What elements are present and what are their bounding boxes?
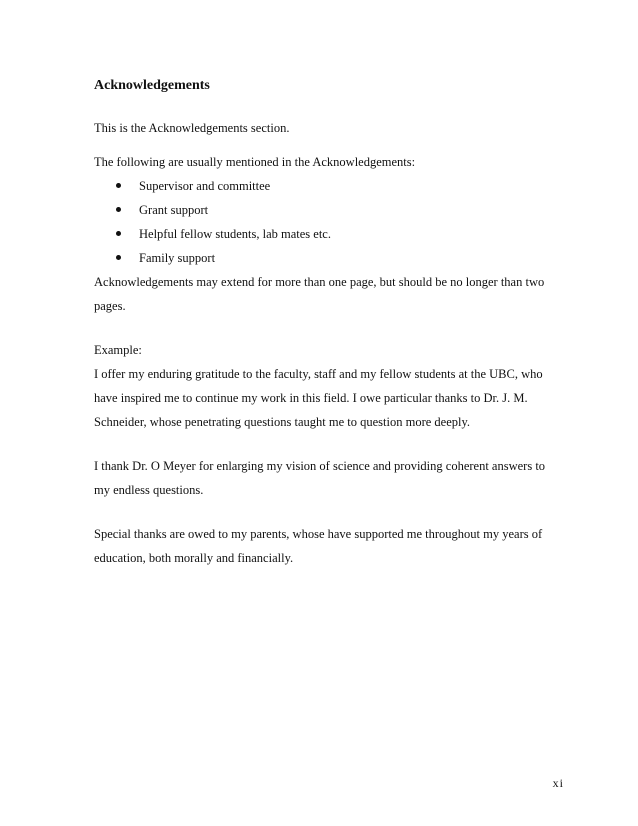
page-content [94, 76, 564, 570]
example-paragraph-1-line-2: have inspired me to continue my work in this field. I owe particular thanks to Dr. J. M. [94, 391, 528, 405]
list-item [94, 222, 564, 246]
intro-paragraph: This is the Acknowledgements section. [94, 121, 290, 135]
example-paragraph-3-line-2: education, both morally and financially. [94, 551, 294, 565]
example-paragraph-3-line-1: Special thanks are owed to my parents, whose have supported me throughout my years of [94, 527, 543, 541]
example-paragraph-2-line-2: my endless questions. [94, 483, 204, 497]
list-item-text: Supervisor and committee [139, 179, 271, 193]
list-item-text: Family support [139, 251, 216, 265]
page-number: xi [552, 776, 564, 790]
example-paragraph-2-line-1: I thank Dr. O Meyer for enlarging my vision of science and providing coherent answers to [94, 459, 546, 473]
example-label: Example: [94, 343, 142, 357]
bullet-icon [116, 207, 121, 212]
length-note-line-1: Acknowledgements may extend for more than one page, but should be no longer than two [94, 275, 545, 289]
bullet-icon [116, 231, 121, 236]
list-item-text: Grant support [139, 203, 209, 217]
bullet-icon [116, 183, 121, 188]
example-paragraph-1-line-3: Schneider, whose penetrating questions taught me to question more deeply. [94, 415, 471, 429]
list-item [94, 198, 564, 222]
list-intro: The following are usually mentioned in the Acknowledgements: [94, 155, 416, 169]
list-item-text: Helpful fellow students, lab mates etc. [139, 227, 331, 241]
list-item [94, 246, 564, 270]
list-item [94, 174, 564, 198]
bullet-icon [116, 255, 121, 260]
example-paragraph-1-line-1: I offer my enduring gratitude to the faculty, staff and my fellow students at the UBC, who [94, 367, 543, 381]
page-title: Acknowledgements [94, 78, 210, 93]
length-note-line-2: pages. [94, 299, 126, 313]
bullet-list [94, 174, 564, 270]
